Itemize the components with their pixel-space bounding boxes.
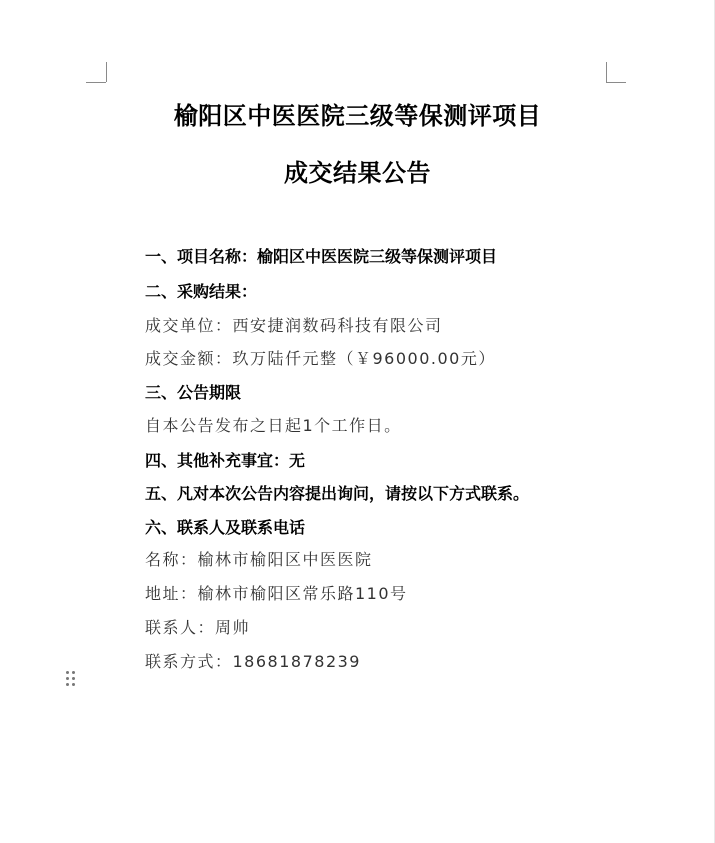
contact-address: 地址：榆林市榆阳区常乐路110号: [145, 584, 408, 603]
crop-mark-top-right-icon: [606, 62, 627, 83]
section-procurement-result: 二、采购结果：: [145, 282, 258, 301]
document-title: 榆阳区中医医院三级等保测评项目: [173, 101, 542, 130]
section-other-matters: 四、其他补充事宜：无: [145, 451, 306, 470]
winning-supplier: 成交单位：西安捷润数码科技有限公司: [145, 316, 443, 335]
section-inquiry: 五、凡对本次公告内容提出询问，请按以下方式联系。: [145, 484, 530, 503]
section-contact: 六、联系人及联系电话: [145, 518, 306, 537]
contact-org-name: 名称：榆林市榆阳区中医医院: [145, 550, 373, 569]
contact-phone: 联系方式：18681878239: [145, 652, 361, 671]
section-project-name: 一、项目名称：榆阳区中医医院三级等保测评项目: [145, 247, 498, 266]
contact-person: 联系人：周帅: [145, 618, 251, 637]
section-notice-period: 三、公告期限: [145, 383, 242, 402]
notice-period-text: 自本公告发布之日起1个工作日。: [145, 416, 402, 435]
drag-handle-icon[interactable]: [66, 671, 76, 687]
document-subtitle: 成交结果公告: [284, 158, 431, 187]
crop-mark-top-left-icon: [86, 62, 107, 83]
contract-amount: 成交金额：玖万陆仟元整（￥96000.00元）: [145, 349, 496, 368]
